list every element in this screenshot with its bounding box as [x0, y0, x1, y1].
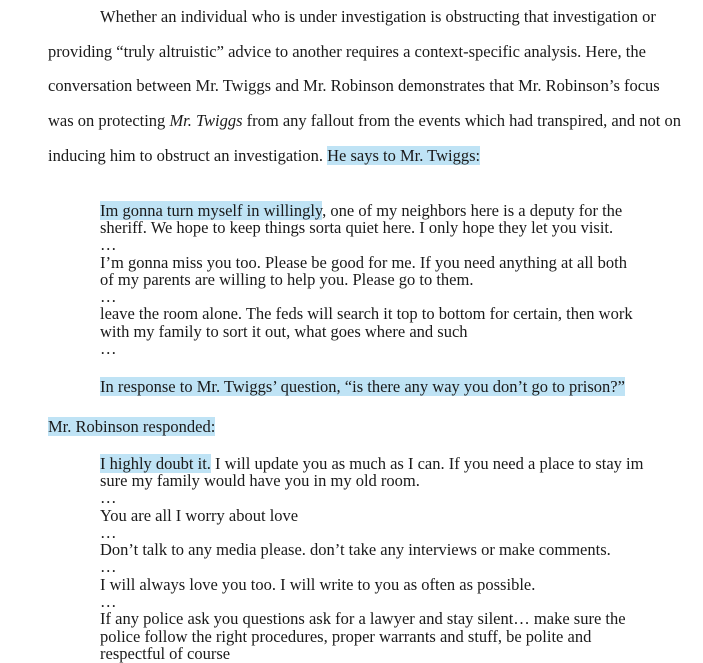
quote-line: leave the room alone. The feds will search it top to bottom for certain, then work [100, 304, 633, 323]
ellipsis: … [100, 488, 117, 507]
highlighted-text: He says to Mr. Twiggs: [327, 146, 481, 165]
highlighted-text: In response to Mr. Twiggs’ question, “is there any way you don’t go to prison?” [100, 377, 625, 396]
quote-line: with my family to sort it out, what goes where and such [100, 322, 468, 341]
quote-line: I’m gonna miss you too. Please be good for me. If you need anything at all both [100, 253, 627, 272]
quote-line: You are all I worry about love [100, 506, 299, 525]
ellipsis: … [100, 557, 117, 576]
quote-line: Don’t talk to any media please. don’t take any interviews or make comments. [100, 540, 611, 559]
highlighted-text: Mr. Robinson responded: [48, 417, 216, 436]
text-run: , one of my neighbors here is a deputy for the [322, 201, 623, 220]
quote-line: sheriff. We hope to keep things sorta quiet here. I only hope they let you visit. [100, 218, 614, 237]
ellipsis: … [100, 339, 117, 358]
text-run: I will update you as much as I can. If you need a place to stay im [210, 454, 644, 473]
paragraph-line [48, 146, 480, 166]
quote-line: of my parents are willing to help you. Please go to them. [100, 270, 474, 289]
ellipsis: … [100, 235, 117, 254]
paragraph-line: conversation between Mr. Twiggs and Mr. Robinson demonstrates that Mr. Robinson’s focus [48, 76, 660, 95]
ellipsis: … [100, 592, 117, 611]
paragraph-line: providing “truly altruistic” advice to another requires a context-specific analysis. Here, the [48, 42, 646, 61]
text-run: inducing him to obstruct an investigation. [48, 146, 328, 165]
paragraph-line [48, 111, 681, 131]
quote-line [100, 202, 622, 220]
quote-line: police follow the right procedures, proper warrants and stuff, be polite and [100, 627, 592, 646]
highlighted-text: I highly doubt it. [100, 454, 211, 473]
highlighted-text: Im gonna turn myself in willingly [100, 201, 323, 220]
text-run: from any fallout from the events which had transpired, and not on [242, 111, 682, 130]
response-line [100, 377, 625, 397]
responded-line [48, 417, 215, 437]
quote-line: If any police ask you questions ask for a lawyer and stay silent… make sure the [100, 609, 626, 628]
quote-line: I will always love you too. I will write to you as often as possible. [100, 575, 536, 594]
quote-line [100, 455, 643, 473]
paragraph-line: Whether an individual who is under investigation is obstructing that investigation or [100, 7, 656, 26]
text-run: was on protecting [48, 111, 170, 130]
quote-line: respectful of course [100, 644, 231, 663]
ellipsis: … [100, 287, 117, 306]
italic-name: Mr. Twiggs [169, 111, 243, 130]
ellipsis: … [100, 523, 117, 542]
quote-line: sure my family would have you in my old room. [100, 471, 420, 490]
